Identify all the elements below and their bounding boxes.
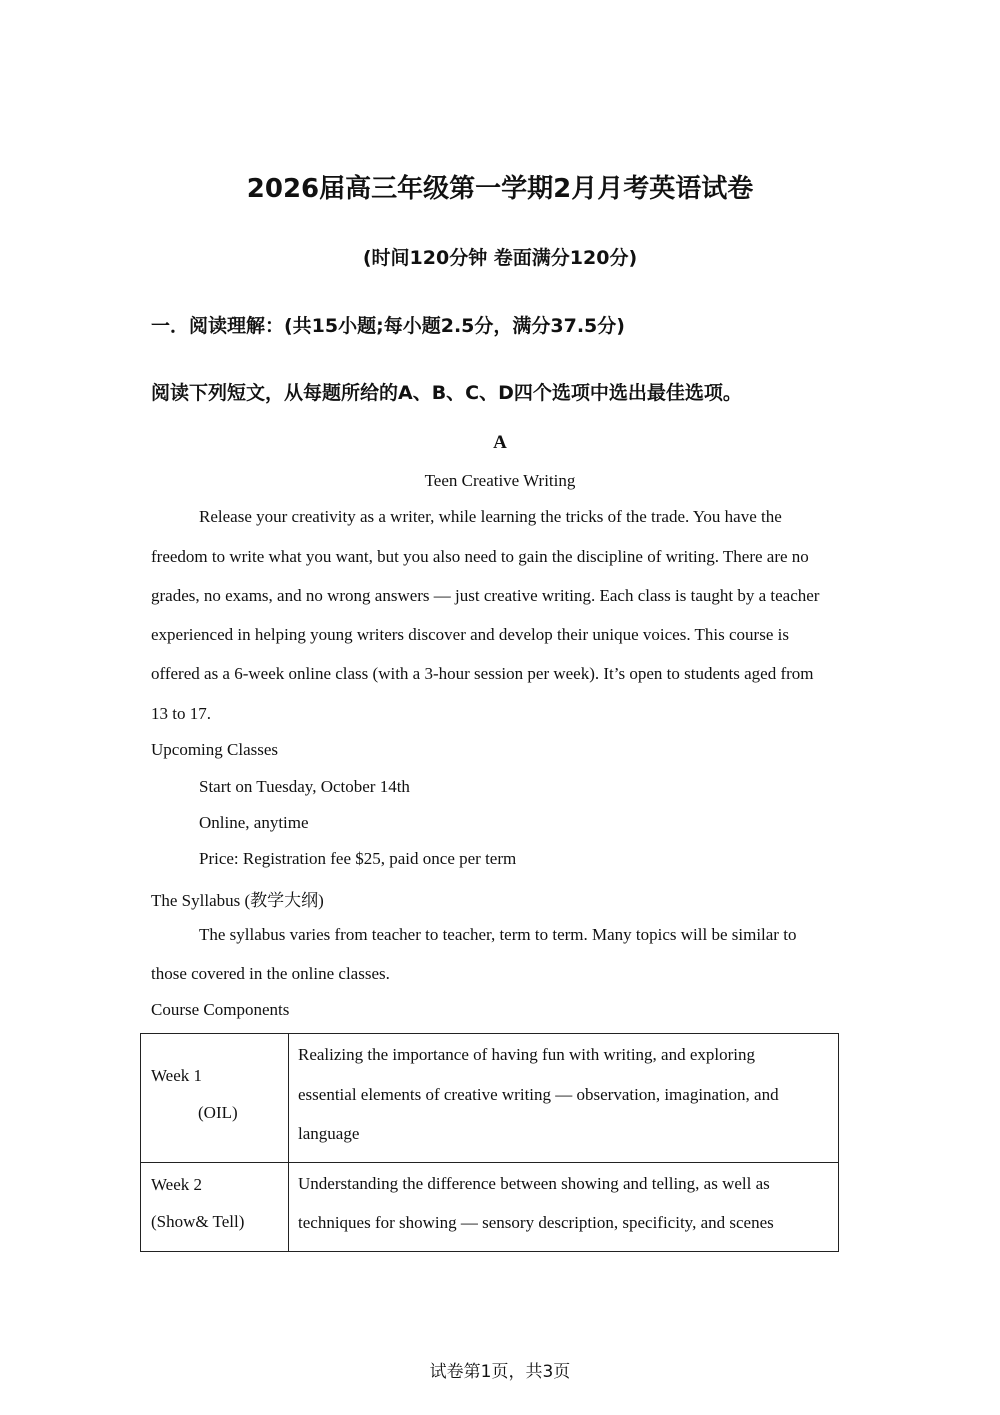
table-divider: [141, 1162, 838, 1163]
intro-line: freedom to write what you want, but you also need to gain the discipline of writing. There are no: [151, 547, 809, 566]
section-heading: 一．阅读理解：(共15小题;每小题2.5分，满分37.5分): [151, 315, 625, 337]
upcoming-heading: Upcoming Classes: [151, 740, 279, 759]
list-item: Price: Registration fee $25, paid once per term: [199, 849, 517, 868]
table-cell-label: (Show& Tell): [151, 1212, 245, 1231]
passage-title: Teen Creative Writing: [424, 471, 576, 490]
table-cell-label: (OIL): [198, 1103, 238, 1122]
table-cell-desc: techniques for showing — sensory description, specificity, and scenes: [298, 1213, 774, 1232]
table-divider: [288, 1034, 289, 1251]
syllabus-heading: The Syllabus (教学大纲): [151, 891, 324, 910]
intro-line: 13 to 17.: [151, 704, 211, 723]
exam-title: 2026届高三年级第一学期2月月考英语试卷: [246, 174, 754, 204]
list-item: Online, anytime: [199, 813, 309, 832]
table-cell-week: Week 1: [151, 1066, 203, 1085]
syllabus-line: The syllabus varies from teacher to teacher, term to term. Many topics will be similar to: [199, 925, 797, 944]
syllabus-line: those covered in the online classes.: [151, 964, 390, 983]
intro-line: grades, no exams, and no wrong answers — just creative writing. Each class is taught by a teacher: [151, 586, 820, 605]
page-footer: 试卷第1页，共3页: [429, 1362, 571, 1382]
passage-letter: A: [493, 432, 507, 453]
list-item: Start on Tuesday, October 14th: [199, 777, 410, 796]
table-cell-desc: essential elements of creative writing — observation, imagination, and: [298, 1085, 779, 1104]
table-cell-desc: language: [298, 1124, 360, 1143]
intro-line: offered as a 6-week online class (with a 3-hour session per week). It’s open to students aged from: [151, 664, 814, 683]
exam-subtitle: (时间120分钟 卷面满分120分): [362, 247, 638, 269]
table-cell-desc: Understanding the difference between showing and telling, as well as: [298, 1174, 770, 1193]
components-heading: Course Components: [151, 1000, 290, 1019]
section-instruction: 阅读下列短文，从每题所给的A、B、C、D四个选项中选出最佳选项。: [151, 382, 742, 404]
course-components-table: [140, 1033, 839, 1252]
intro-line: experienced in helping young writers discover and develop their unique voices. This course is: [151, 625, 789, 644]
table-cell-week: Week 2: [151, 1175, 203, 1194]
intro-line: Release your creativity as a writer, while learning the tricks of the trade. You have the: [199, 507, 782, 526]
table-cell-desc: Realizing the importance of having fun with writing, and exploring: [298, 1045, 755, 1064]
